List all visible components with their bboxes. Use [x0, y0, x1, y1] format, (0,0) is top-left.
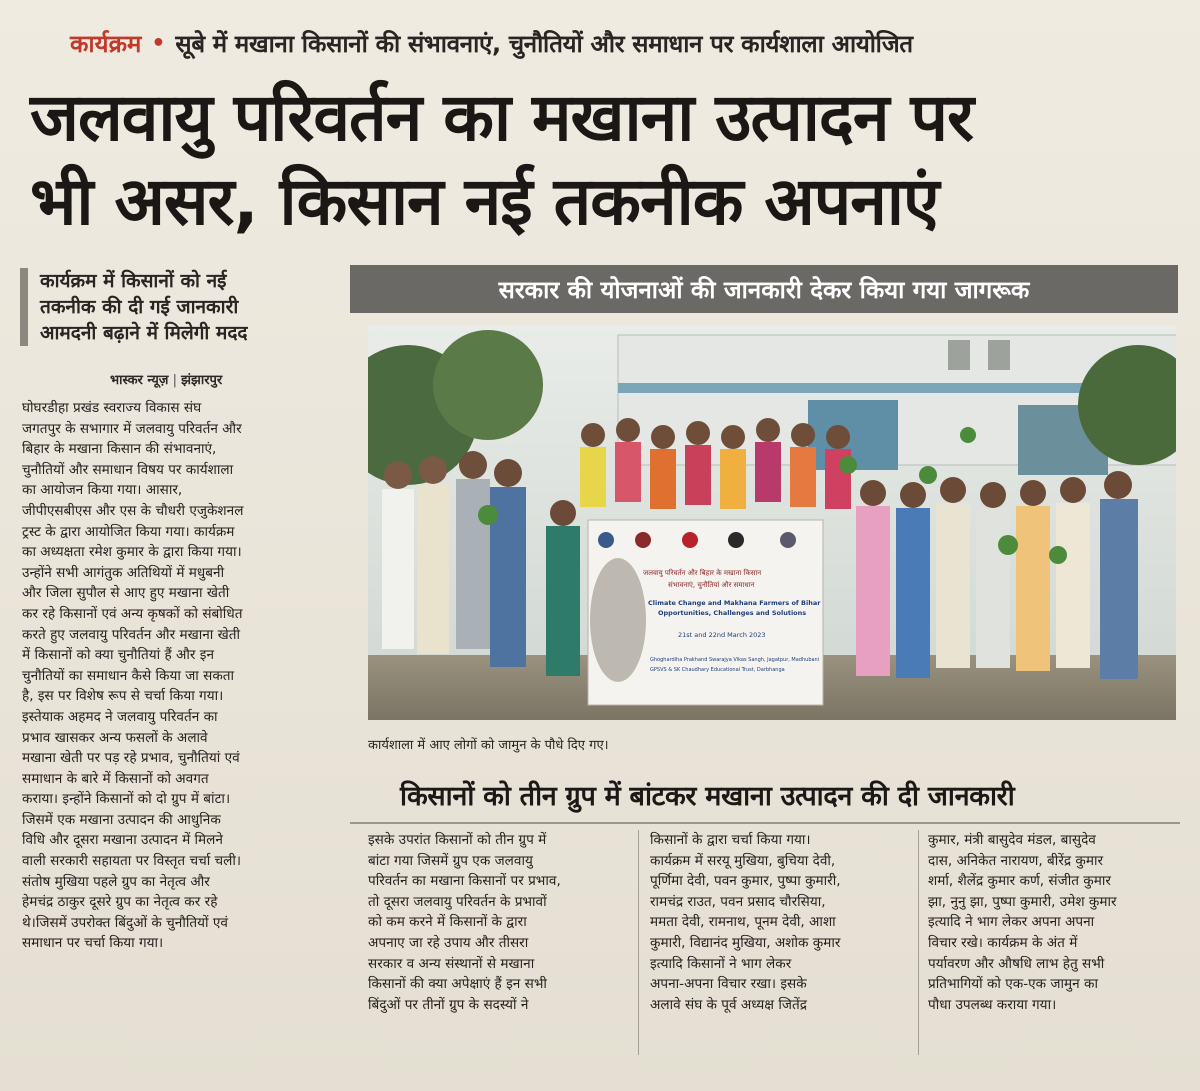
sub-headline: किसानों को तीन ग्रुप में बांटकर मखाना उत्पादन की दी जानकारी	[400, 781, 1015, 812]
body-text-line: कराया। इन्होंने किसानों को दो ग्रुप में बांटा।	[22, 791, 231, 808]
body-text-line: शर्मा, शैलेंद्र कुमार कर्ण, संजीत कुमार	[928, 873, 1111, 890]
body-text-line: प्रभाव खासकर अन्य फसलों के अलावे	[22, 729, 208, 746]
body-text-line: है, इस पर विशेष रूप से चर्चा किया गया।	[22, 688, 224, 705]
body-text-line: कुमारी, विद्यानंद मुखिया, अशोक कुमार	[650, 934, 841, 951]
body-text-line: का आयोजन किया गया। आसार,	[22, 482, 183, 499]
left-column-body	[22, 398, 328, 954]
banner-org-2: GPSVS & SK Chaudhary Educational Trust, Darbhanga	[650, 667, 785, 673]
headline-line-1: जलवायु परिवर्तन का मखाना उत्पादन पर	[30, 79, 974, 156]
kicker	[70, 22, 1180, 64]
main-headline	[30, 76, 1180, 244]
body-text-line: सरकार व अन्य संस्थानों से मखाना	[368, 955, 535, 972]
side-deck-line: कार्यक्रम में किसानों को नई	[40, 270, 227, 292]
column-divider	[918, 830, 919, 1055]
sub-story-column-2	[650, 830, 915, 1015]
body-text-line: हेमचंद्र ठाकुर दूसरे ग्रुप का नेतृत्व कर रहे	[22, 894, 218, 911]
side-deck-line: तकनीक की दी गई जानकारी	[40, 296, 239, 318]
body-text-line: अपनाए जा रहे उपाय और तीसरा	[368, 934, 529, 951]
body-text-line: इत्यादि किसानों ने भाग लेकर	[650, 955, 792, 972]
body-text-line: परिवर्तन का मखाना किसानों पर प्रभाव,	[368, 873, 561, 890]
body-text-line: किसानों के द्वारा चर्चा किया गया।	[650, 832, 811, 848]
body-text-line: को कम करने में किसानों के द्वारा	[368, 914, 527, 931]
banner-title-en-1: Climate Change and Makhana Farmers of Bihar	[648, 599, 821, 607]
kicker-text: सूबे में मखाना किसानों की संभावनाएं, चुनौतियों और समाधान पर कार्यशाला आयोजित	[175, 29, 913, 58]
banner-title-hi-2: संभावनाएं, चुनौतियां और समाधान	[668, 581, 755, 589]
body-text-line: कार्यक्रम में सरयू मुखिया, बुचिया देवी,	[650, 852, 836, 869]
sub-story-column-3	[928, 830, 1188, 1015]
column-divider	[638, 830, 639, 1055]
banner-date: 21st and 22nd March 2023	[678, 631, 766, 639]
body-text-line: चुनौतियों और समाधान विषय पर कार्यशाला	[22, 461, 234, 478]
body-text-line: झा, नुनु झा, पुष्पा कुमारी, उमेश कुमार	[928, 893, 1117, 910]
body-text-line: प्रतिभागियों को एक-एक जामुन का	[928, 976, 1098, 993]
body-text-line: इत्यादि ने भाग लेकर अपना अपना	[928, 914, 1095, 931]
body-text-line: इसके उपरांत किसानों को तीन ग्रुप में	[368, 832, 547, 848]
body-text-line: बिहार के मखाना किसान की संभावनाएं,	[22, 441, 217, 458]
banner-title-hi-1: जलवायु परिवर्तन और बिहार के मखाना किसान	[643, 569, 762, 577]
body-text-line: ट्रस्ट के द्वारा आयोजित किया गया। कार्यक्रम	[22, 523, 235, 540]
body-text-line: इस्तेयाक अहमद ने जलवायु परिवर्तन का	[22, 708, 218, 725]
body-text-line: पर्यावरण और औषधि लाभ हेतु सभी	[928, 955, 1105, 972]
body-text-line: रामचंद्र राउत, पवन प्रसाद चौरसिया,	[650, 893, 826, 910]
side-deck	[20, 268, 320, 346]
body-text-line: करते हुए जलवायु परिवर्तन और मखाना खेती	[22, 626, 241, 643]
body-text-line: थे।जिसमें उपरोक्त बिंदुओं के चुनौतियों एवं	[22, 914, 228, 931]
body-text-line: अपना-अपना विचार रखा। इसके	[650, 976, 807, 993]
body-text-line: चुनौतियों का समाधान कैसे किया जा सकता	[22, 667, 235, 684]
body-text-line: पौधा उपलब्ध कराया गया।	[928, 996, 1057, 1013]
kicker-tag: कार्यक्रम	[70, 29, 142, 58]
body-text-line: में किसानों को क्या चुनौतियां हैं और इन	[22, 647, 215, 664]
body-text-line: समाधान पर चर्चा किया गया।	[22, 935, 164, 952]
body-text-line: जीपीएसबीएस और एस के चौधरी एजुकेशनल	[22, 502, 244, 519]
body-text-line: घोघरडीहा प्रखंड स्वराज्य विकास संघ	[22, 400, 202, 416]
body-text-line: ममता देवी, रामनाथ, पूनम देवी, आशा	[650, 914, 836, 931]
headline-line-2: भी असर, किसान नई तकनीक अपनाएं	[30, 163, 939, 240]
photo-caption: कार्यशाला में आए लोगों को जामुन के पौधे दिए गए।	[368, 738, 609, 753]
body-text-line: विधि और दूसरा मखाना उत्पादन में मिलने	[22, 832, 223, 849]
body-text-line: तो दूसरा जलवायु परिवर्तन के प्रभावों	[368, 893, 547, 910]
body-text-line: दास, अनिकेत नारायण, बीरेंद्र कुमार	[928, 852, 1104, 869]
group-photo	[368, 325, 1176, 720]
side-deck-line: आमदनी बढ़ाने में मिलेगी मदद	[40, 322, 248, 344]
sub-story-column-1	[368, 830, 628, 1015]
group-photo-illustration	[368, 325, 1176, 720]
body-text-line: कर रहे किसानों एवं अन्य कृषकों को संबोधित	[22, 605, 243, 622]
body-text-line: बांटा गया जिसमें ग्रुप एक जलवायु	[368, 852, 533, 869]
body-text-line: जिसमें एक मखाना उत्पादन की आधुनिक	[22, 811, 221, 828]
body-text-line: वाली सरकारी सहायता पर विस्तृत चर्चा चली।	[22, 853, 242, 870]
body-text-line: मखाना खेती पर पड़ रहे प्रभाव, चुनौतियां एवं	[22, 750, 240, 767]
body-text-line: संतोष मुखिया पहले ग्रुप का नेतृत्व और	[22, 873, 210, 890]
byline-source: भास्कर न्यूज़	[110, 373, 169, 388]
photo-banner: सरकार की योजनाओं की जानकारी देकर किया गया जागरूक	[350, 265, 1178, 313]
body-text-line: कुमार, मंत्री बासुदेव मंडल, बासुदेव	[928, 832, 1096, 848]
banner-org-1: Ghoghardiha Prakhand Swarajya Vikas Sangh, Jagatpur, Madhubani	[650, 657, 820, 663]
body-text-line: अलावे संघ के पूर्व अध्यक्ष जितेंद्र	[650, 996, 807, 1013]
body-text-line: बिंदुओं पर तीनों ग्रुप के सदस्यों ने	[368, 996, 529, 1013]
divider	[350, 822, 1180, 824]
body-text-line: जगतपुर के सभागार में जलवायु परिवर्तन और	[22, 420, 242, 437]
workshop-banner	[588, 520, 823, 705]
byline-place: झंझारपुर	[181, 373, 223, 388]
body-text-line: किसानों की क्या अपेक्षाएं हैं इन सभी	[368, 976, 547, 993]
banner-title-en-2: Opportunities, Challenges and Solutions	[658, 609, 807, 617]
body-text-line: समाधान के बारे में किसानों को अवगत	[22, 770, 209, 787]
body-text-line: का अध्यक्षता रमेश कुमार के द्वारा किया गया।	[22, 544, 242, 561]
body-text-line: पूर्णिमा देवी, पवन कुमार, पुष्पा कुमारी,	[650, 873, 841, 890]
body-text-line: विचार रखे। कार्यक्रम के अंत में	[928, 934, 1078, 951]
body-text-line: उन्होंने सभी आगंतुक अतिथियों में मधुबनी	[22, 564, 225, 581]
kicker-bullet: •	[151, 30, 166, 56]
byline: भास्कर न्यूज़ | झंझारपुर	[110, 373, 223, 388]
body-text-line: और जिला सुपौल से आए हुए मखाना खेती	[22, 585, 230, 602]
